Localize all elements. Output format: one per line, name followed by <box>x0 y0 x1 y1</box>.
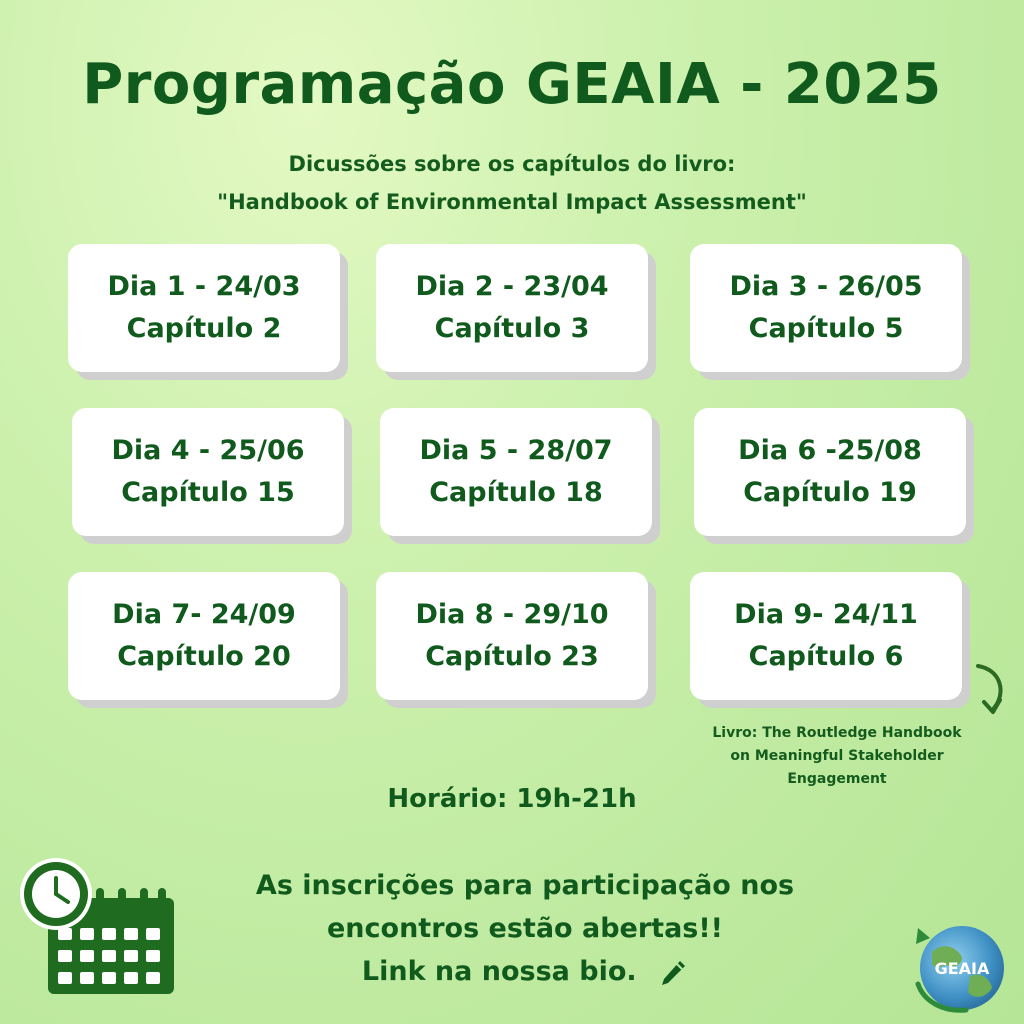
schedule-time: Horário: 19h-21h <box>387 784 637 814</box>
registration-line-3 <box>180 950 870 993</box>
footnote-line-1: Livro: The Routledge Handbook <box>712 725 962 741</box>
registration-line-1: As inscrições para participação nos <box>255 870 795 901</box>
footnote-line-2: on Meaningful Stakeholder <box>730 748 944 765</box>
curved-arrow-icon <box>972 660 1012 718</box>
session-chapter: Capítulo 2 <box>126 313 282 344</box>
footnote-book <box>692 722 982 791</box>
session-day: Dia 4 - 25/06 <box>111 435 305 467</box>
session-day: Dia 8 - 29/10 <box>415 599 609 631</box>
page-title: Programação GEAIA - 2025 <box>82 52 942 117</box>
session-chapter: Capítulo 15 <box>121 477 295 508</box>
session-chapter: Capítulo 23 <box>425 641 599 672</box>
globe-logo <box>910 914 1010 1014</box>
session-card-5 <box>380 408 652 536</box>
logo-text: GEAIA <box>934 959 990 978</box>
session-card-3 <box>690 244 962 372</box>
registration-text <box>180 864 870 994</box>
calendar-icon <box>18 856 182 1002</box>
session-chapter: Capítulo 6 <box>748 641 904 672</box>
session-card-9 <box>690 572 962 700</box>
session-day: Dia 9- 24/11 <box>734 599 918 631</box>
session-chapter: Capítulo 20 <box>117 641 291 672</box>
session-chapter: Capítulo 19 <box>743 477 917 508</box>
session-day: Dia 1 - 24/03 <box>107 271 301 303</box>
registration-line-2: encontros estão abertas!! <box>326 913 723 945</box>
session-chapter: Capítulo 3 <box>434 313 590 344</box>
footnote-line-3: Engagement <box>787 771 887 788</box>
session-card-6 <box>694 408 966 536</box>
session-card-4 <box>72 408 344 536</box>
session-chapter: Capítulo 18 <box>429 477 603 508</box>
clock-icon <box>20 858 92 930</box>
session-card-1 <box>68 244 340 372</box>
pen-icon <box>658 958 688 988</box>
session-card-7 <box>68 572 340 700</box>
session-day: Dia 3 - 26/05 <box>729 271 923 303</box>
session-chapter: Capítulo 5 <box>748 313 904 344</box>
session-card-2 <box>376 244 648 372</box>
subtitle-line-1: Dicussões sobre os capítulos do livro: <box>288 152 736 176</box>
registration-link-text: Link na nossa bio. <box>361 956 637 988</box>
subtitle-line-2: "Handbook of Environmental Impact Assessment" <box>217 190 807 214</box>
session-day: Dia 2 - 23/04 <box>415 271 609 303</box>
session-day: Dia 5 - 28/07 <box>419 435 613 467</box>
session-day: Dia 6 -25/08 <box>738 435 922 467</box>
session-day: Dia 7- 24/09 <box>112 599 296 631</box>
session-card-8 <box>376 572 648 700</box>
